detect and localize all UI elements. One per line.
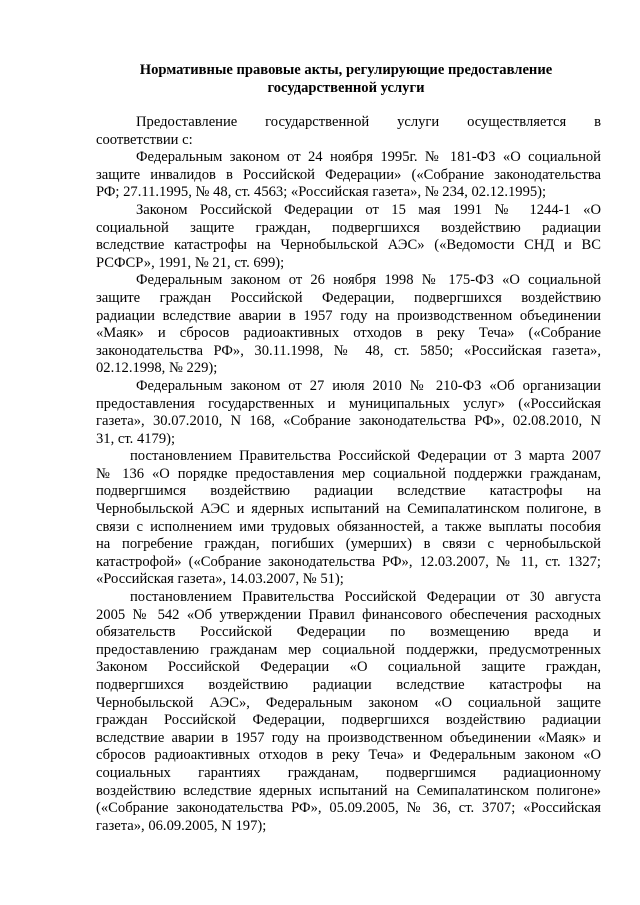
text-line: РСФСР», 1991, № 21, ст. 699); xyxy=(96,254,285,271)
paragraph xyxy=(96,378,601,448)
text-line: Предоставление государственной услуги осуществляется в xyxy=(136,114,601,130)
document-body xyxy=(96,114,601,835)
text-line: Федеральным законом от 27 июля 2010 № 210-ФЗ «Об организации xyxy=(136,377,601,394)
text-line: предоставления государственных и муниципальных услуг» («Российская xyxy=(96,395,601,412)
text-line: Законом Российской Федерации «О социальной защите граждан, xyxy=(96,659,601,676)
text-line: Федеральным законом от 24 ноября 1995г. № 181-ФЗ «О социальной xyxy=(136,149,601,166)
text-line: Федеральным законом от 26 ноября 1998 № 175-ФЗ «О социальной xyxy=(136,272,601,289)
title-line-1: Нормативные правовые акты, регулирующие предоставление xyxy=(139,62,553,78)
text-line: законодательства РФ», 30.11.1998, № 48, ст. 5850; «Российская газета», xyxy=(96,342,601,359)
paragraph xyxy=(96,448,601,589)
text-line: предоставлению гражданам мер социальной поддержки, предусмотренных xyxy=(96,641,601,658)
paragraph xyxy=(96,114,601,149)
text-line: катастрофой» («Собрание законодательства РФ», 12.03.2007, № 11, ст. 1327; xyxy=(96,553,601,570)
paragraph xyxy=(96,202,601,272)
text-line: воздействию вследствие ядерных испытаний на Семипалатинском полигоне» xyxy=(96,782,601,799)
text-line: 02.12.1998, № 229); xyxy=(96,360,218,377)
page-title xyxy=(96,61,596,97)
text-line: Чернобыльской АЭС», Федеральным законом «О социальной защите xyxy=(96,694,601,711)
text-line: социальной защите граждан, подвергшихся воздействию радиации xyxy=(96,219,601,236)
text-line: РФ; 27.11.1995, № 48, ст. 4563; «Российская газета», № 234, 02.12.1995); xyxy=(96,184,547,201)
text-line: «Маяк» и сбросов радиоактивных отходов в реку Теча» («Собрание xyxy=(96,325,601,342)
text-line: газета», 06.09.2005, N 197); xyxy=(96,817,267,834)
text-line: № 136 «О порядке предоставления мер социальной поддержки гражданам, xyxy=(96,465,601,482)
text-line: сбросов радиоактивных отходов в реку Теча» и Федеральным законом «О xyxy=(96,747,601,764)
text-line: радиации вследствие аварии в 1957 году на производственном объединении xyxy=(96,307,601,324)
text-line: постановлением Правительства Российской Федерации от 30 августа xyxy=(130,589,601,606)
paragraph xyxy=(96,589,601,835)
text-line: вследствие аварии в 1957 году на производственном объединении «Маяк» и xyxy=(96,729,601,746)
text-line: вследствие катастрофы на Чернобыльской АЭС» («Ведомости СНД и ВС xyxy=(96,237,601,254)
text-line: защите инвалидов в Российской Федерации» («Собрание законодательства xyxy=(96,166,601,183)
paragraph xyxy=(96,149,601,202)
text-line: подвергшимся воздействию радиации вследствие катастрофы на xyxy=(96,483,601,500)
text-line: граждан Российской Федерации, подвергшихся воздействию радиации xyxy=(96,712,601,729)
text-line: постановлением Правительства Российской Федерации от 3 марта 2007 xyxy=(130,448,601,465)
text-line: обязательств Российской Федерации по возмещению вреда и xyxy=(96,624,601,641)
text-line: соответствии с: xyxy=(96,131,193,148)
text-line: газета», 30.07.2010, N 168, «Собрание законодательства РФ», 02.08.2010, N xyxy=(96,413,601,430)
text-line: «Российская газета», 14.03.2007, № 51); xyxy=(96,571,344,588)
text-line: на погребение граждан, погибших (умерших) в связи с чернобыльской xyxy=(96,536,601,553)
text-line: 2005 № 542 «Об утверждении Правил финансового обеспечения расходных xyxy=(96,606,601,623)
text-line: защите граждан Российской Федерации, подвергшихся воздействию xyxy=(96,289,601,306)
text-line: социальных гарантиях гражданам, подвергшимся радиационному xyxy=(96,764,601,781)
text-line: («Собрание законодательства РФ», 05.09.2005, № 36, ст. 3707; «Российская xyxy=(96,800,601,817)
text-line: Чернобыльской АЭС и ядерных испытаний на Семипалатинском полигоне, в xyxy=(96,501,601,518)
text-line: 31, ст. 4179); xyxy=(96,430,176,447)
text-line: связи с исполнением ими трудовых обязанностей, а также выплаты пособия xyxy=(96,518,601,535)
text-line: Законом Российской Федерации от 15 мая 1991 № 1244-1 «О xyxy=(136,201,601,218)
paragraph xyxy=(96,272,601,378)
title-line-2: государственной услуги xyxy=(267,80,425,96)
text-line: подвергшихся воздействию радиации вследствие катастрофы на xyxy=(96,677,601,693)
